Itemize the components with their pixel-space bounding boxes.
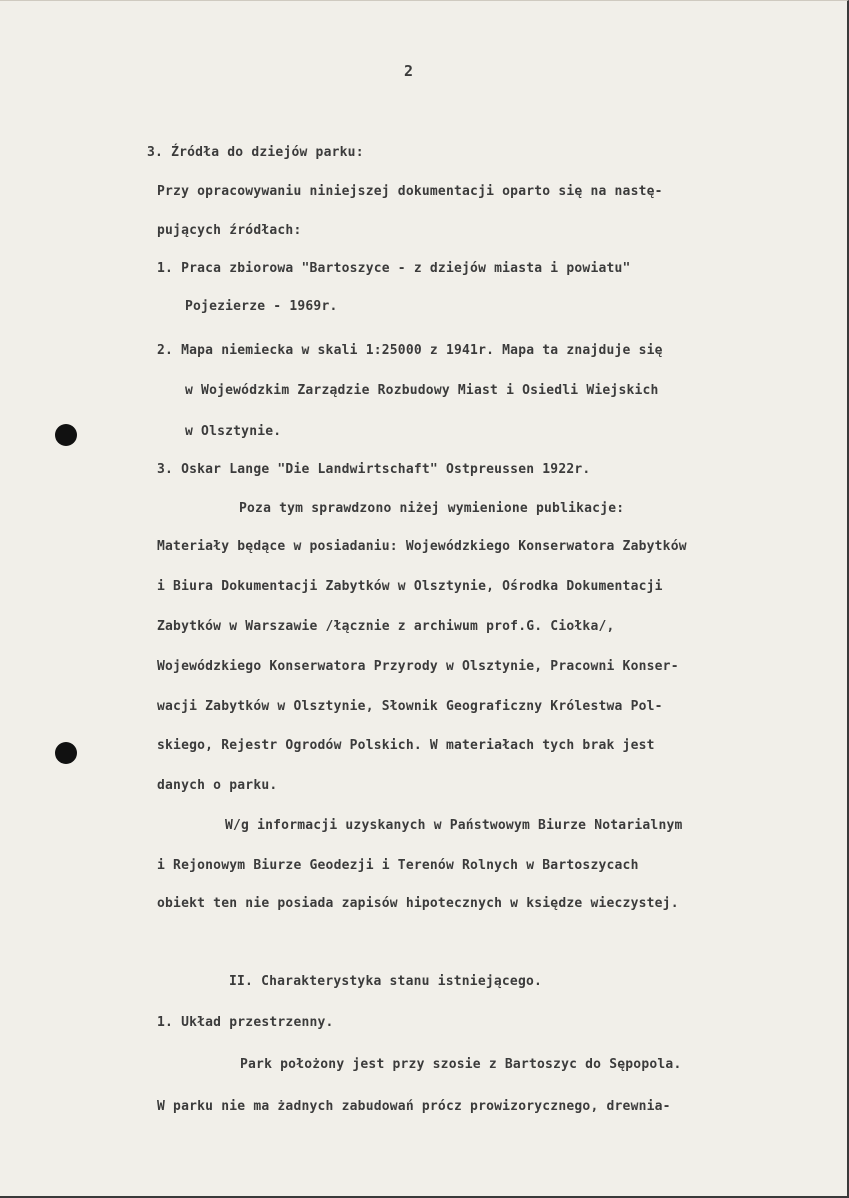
text-line: i Rejonowym Biurze Geodezji i Terenów Rolnych w Bartoszycach — [157, 858, 639, 873]
text-line: Poza tym sprawdzono niżej wymienione publikacje: — [239, 501, 625, 516]
subsection-heading-layout: 1. Układ przestrzenny. — [157, 1015, 334, 1030]
page-number: 2 — [404, 62, 414, 80]
list-item-3: 3. Oskar Lange "Die Landwirtschaft" Ostpreussen 1922r. — [157, 462, 591, 477]
text-line: Pojezierze - 1969r. — [185, 299, 338, 314]
text-line: i Biura Dokumentacji Zabytków w Olsztynie, Ośrodka Dokumentacji — [157, 579, 663, 594]
section-heading-sources: 3. Źródła do dziejów parku: — [147, 145, 364, 160]
text-line: w Wojewódzkim Zarządzie Rozbudowy Miast i Osiedli Wiejskich — [185, 383, 659, 398]
text-line: Materiały będące w posiadaniu: Wojewódzkiego Konserwatora Zabytków — [157, 539, 687, 554]
list-item-1: 1. Praca zbiorowa "Bartoszyce - z dziejów miasta i powiatu" — [157, 261, 631, 276]
list-item-2: 2. Mapa niemiecka w skali 1:25000 z 1941r. Mapa ta znajduje się — [157, 343, 663, 358]
text-line: Przy opracowywaniu niniejszej dokumentacji oparto się na nastę- — [157, 184, 663, 199]
text-line: obiekt ten nie posiada zapisów hipotecznych w księdze wieczystej. — [157, 896, 679, 911]
punch-hole — [55, 742, 77, 764]
text-line: Park położony jest przy szosie z Bartoszyc do Sępopola. — [240, 1057, 682, 1072]
section-heading-characteristics: II. Charakterystyka stanu istniejącego. — [229, 974, 543, 989]
text-line: pujących źródłach: — [157, 223, 302, 238]
text-line: wacji Zabytków w Olsztynie, Słownik Geograficzny Królestwa Pol- — [157, 699, 663, 714]
punch-hole — [55, 424, 77, 446]
text-line: w Olsztynie. — [185, 424, 282, 439]
text-line: Wojewódzkiego Konserwatora Przyrody w Olsztynie, Pracowni Konser- — [157, 659, 679, 674]
text-line: W/g informacji uzyskanych w Państwowym Biurze Notarialnym — [225, 818, 683, 833]
text-line: danych o parku. — [157, 778, 278, 793]
text-line: W parku nie ma żadnych zabudowań prócz prowizorycznego, drewnia- — [157, 1099, 671, 1114]
text-line: Zabytków w Warszawie /łącznie z archiwum prof.G. Ciołka/, — [157, 619, 615, 634]
text-line: skiego, Rejestr Ogrodów Polskich. W materiałach tych brak jest — [157, 738, 655, 753]
